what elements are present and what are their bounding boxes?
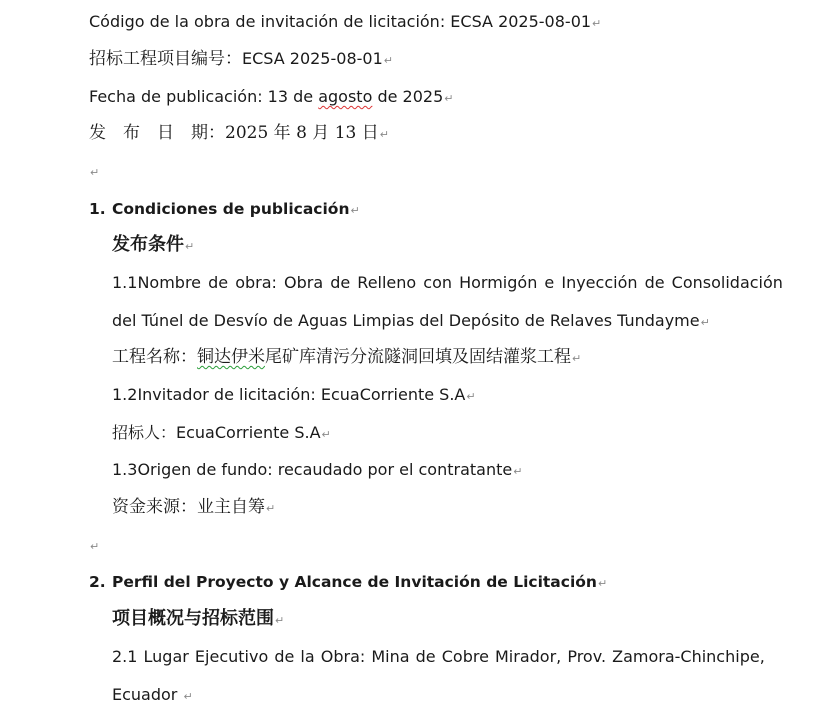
paragraph-mark-icon: ↵ <box>185 240 195 253</box>
paragraph-mark-icon: ↵ <box>513 465 523 478</box>
item-1-3-cn[interactable] <box>112 496 275 520</box>
item-2-1-line-2-text: Ecuador <box>112 685 183 704</box>
codigo-obra-paragraph[interactable] <box>89 11 601 35</box>
section-2-heading[interactable] <box>89 571 607 595</box>
item-1-1-line-2-text: del Túnel de Desvío de Aguas Limpias del Depósito de Relaves Tundayme <box>112 311 700 330</box>
item-1-2-cn-text: 招标人：EcuaCorriente S.A <box>112 423 321 442</box>
paragraph-mark-icon: ↵ <box>700 316 710 329</box>
codigo-obra-cn-paragraph[interactable] <box>89 48 393 72</box>
item-1-3[interactable] <box>112 459 522 483</box>
paragraph-mark-icon: ↵ <box>90 540 100 553</box>
paragraph-mark-icon: ↵ <box>183 690 193 703</box>
item-1-3-text: 1.3Origen de fundo: recaudado por el contratante <box>112 460 513 479</box>
section-1-number: 1. <box>89 200 106 218</box>
item-1-1-line-1-text: 1.1Nombre de obra: Obra de Relleno con Hormigón e Inyección de Consolidación <box>112 273 783 292</box>
item-1-2-cn[interactable] <box>112 422 331 446</box>
section-2-title-cn[interactable] <box>112 608 284 632</box>
section-2-title-cn-text: 项目概况与招标范围 <box>112 608 274 629</box>
paragraph-mark-icon: ↵ <box>321 428 331 441</box>
paragraph-mark-icon: ↵ <box>466 390 476 403</box>
fecha-label-a: Fecha de publicación: 13 de <box>89 87 319 106</box>
fecha-label-b-spellcheck: agosto <box>318 87 373 106</box>
fecha-label-c: de 2025 <box>372 87 444 106</box>
section-2-title: Perfil del Proyecto y Alcance de Invitación de Licitación <box>112 573 597 591</box>
section-1-title-cn-text: 发布条件 <box>112 234 184 255</box>
section-1-title: Condiciones de publicación <box>112 200 350 218</box>
section-1-heading[interactable] <box>89 198 360 222</box>
item-1-3-cn-text: 资金来源：业主自筹 <box>112 497 265 517</box>
empty-paragraph[interactable] <box>89 160 99 184</box>
fecha-paragraph[interactable] <box>89 86 453 110</box>
item-1-1-cn-grammar: 铜达伊米 <box>197 347 265 367</box>
paragraph-mark-icon: ↵ <box>90 166 100 179</box>
item-1-1-cn-label: 工程名称： <box>112 347 197 367</box>
codigo-value: ECSA 2025-08-01 <box>450 12 592 31</box>
codigo-label: Código de la obra de invitación de licitación: <box>89 12 451 31</box>
item-1-1-cn-rest: 尾矿库清污分流隧洞回填及固结灌浆工程 <box>265 347 571 367</box>
item-1-1-line-1[interactable] <box>112 272 783 294</box>
paragraph-mark-icon: ↵ <box>383 54 393 67</box>
item-1-2-text: 1.2Invitador de licitación: EcuaCorriente S.A <box>112 385 466 404</box>
item-2-1-line-1-text: 2.1 Lugar Ejecutivo de la Obra: Mina de Cobre Mirador, Prov. Zamora-Chinchipe, <box>112 647 765 666</box>
item-2-1-line-2[interactable] <box>112 684 193 708</box>
paragraph-mark-icon: ↵ <box>275 614 285 627</box>
codigo-cn-label: 招标工程项目编号： <box>89 49 242 69</box>
paragraph-mark-icon: ↵ <box>379 128 389 141</box>
item-1-1-cn[interactable] <box>112 346 581 370</box>
paragraph-mark-icon: ↵ <box>592 17 602 30</box>
paragraph-mark-icon: ↵ <box>597 577 608 590</box>
paragraph-mark-icon: ↵ <box>266 502 276 515</box>
fecha-cn-paragraph[interactable] <box>89 122 389 146</box>
paragraph-mark-icon: ↵ <box>444 92 454 105</box>
paragraph-mark-icon: ↵ <box>572 352 582 365</box>
section-1-title-cn[interactable] <box>112 234 194 258</box>
fecha-cn-value: 2025 年 8 月 13 日 <box>225 123 379 143</box>
item-1-2[interactable] <box>112 384 476 408</box>
item-2-1-line-1[interactable] <box>112 646 765 668</box>
paragraph-mark-icon: ↵ <box>350 204 360 217</box>
codigo-cn-value: ECSA 2025-08-01 <box>242 49 383 68</box>
item-1-1-line-2[interactable] <box>112 310 710 334</box>
fecha-cn-label: 发 布 日 期： <box>89 123 225 143</box>
section-2-number: 2. <box>89 573 106 591</box>
empty-paragraph[interactable] <box>89 534 99 558</box>
